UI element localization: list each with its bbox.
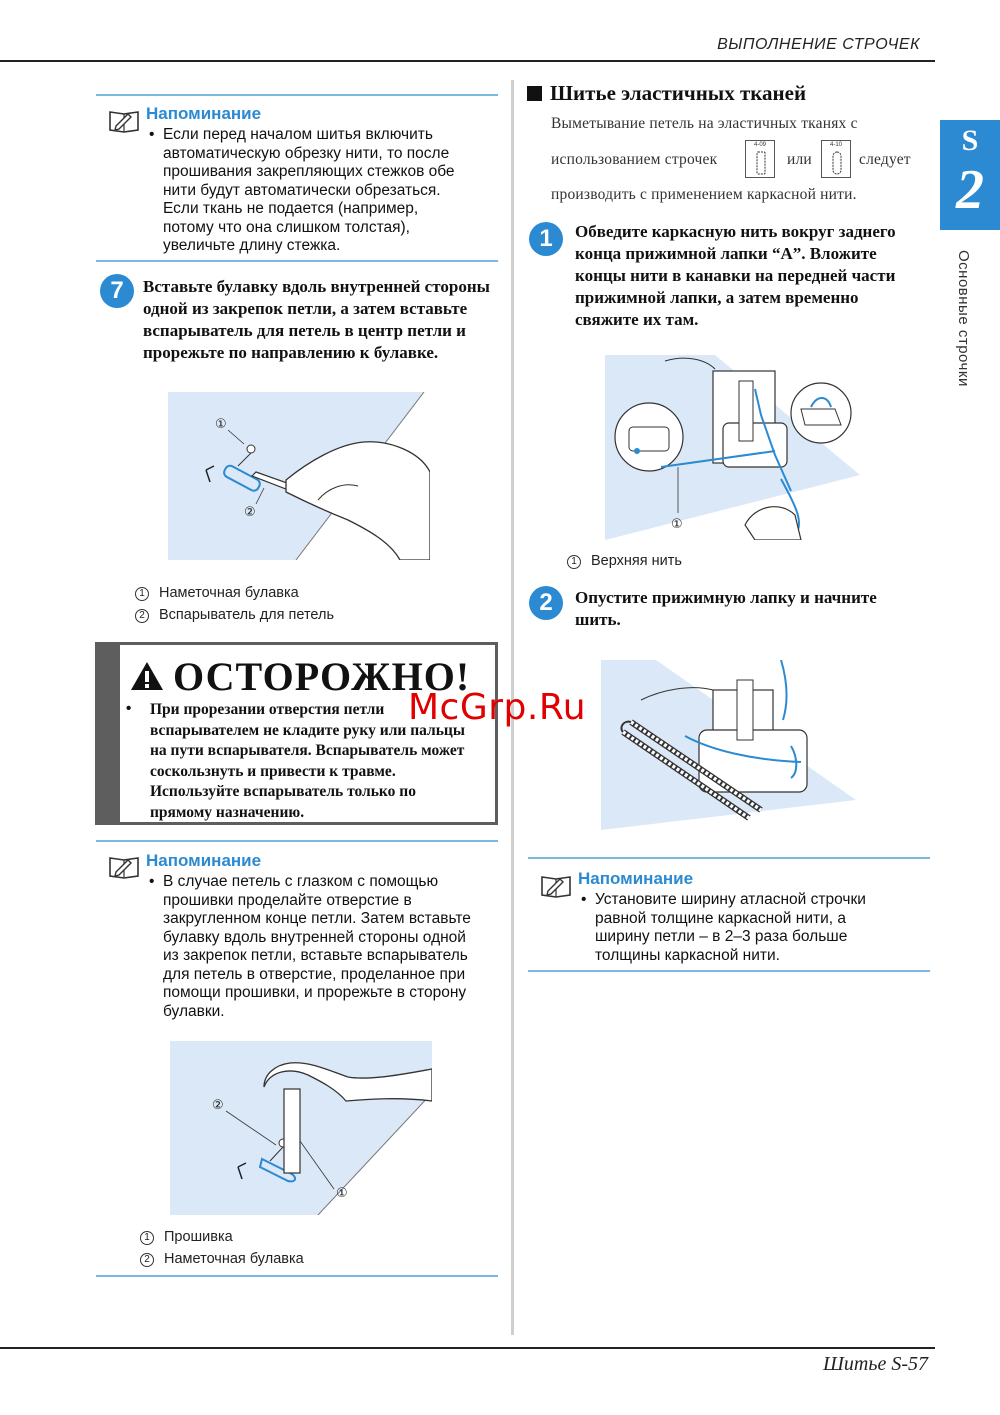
stitch-4-10-icon <box>821 140 851 178</box>
step-1-badge: 1 <box>529 222 563 256</box>
memo-book-icon <box>540 873 572 899</box>
caption-number: 1 <box>135 587 149 601</box>
caution-line: прямому назначению. <box>150 803 305 821</box>
intro-line-3: производить с применением каркасной нити. <box>551 186 857 203</box>
memo-line: нити будут автоматически обрезаться. <box>163 181 441 199</box>
bullet: • <box>149 126 155 143</box>
running-header: ВЫПОЛНЕНИЕ СТРОЧЕК <box>717 36 920 53</box>
figure-caption <box>135 607 334 623</box>
header-rule <box>0 60 935 62</box>
caption-text: Верхняя нить <box>591 553 682 569</box>
step-2-badge: 2 <box>529 586 563 620</box>
memo-line: прошивки проделайте отверстие в <box>163 891 412 909</box>
memo-line: Установите ширину атласной строчки <box>595 891 866 908</box>
step-line: вспарыватель для петель в центр петли и <box>143 321 466 340</box>
eyelet-punch-illustration <box>170 1041 432 1215</box>
callout-2: ② <box>244 505 256 520</box>
caption-number: 2 <box>135 609 149 623</box>
memo-line: закругленном конце петли. Затем вставьте <box>163 910 471 927</box>
step-line: прижимной лапки, а затем временно <box>575 288 859 307</box>
caption-number: 1 <box>140 1231 154 1245</box>
step-line: Вставьте булавку вдоль внутренней стороны <box>143 277 490 296</box>
memo-line: Если ткань не подается (например, <box>163 200 419 217</box>
presser-foot-gimp-illustration <box>605 355 860 540</box>
chapter-tab <box>940 120 1000 230</box>
caution-line: Используйте вспарыватель только по <box>150 783 416 800</box>
memo-line: ширину петли – в 2–3 раза больше <box>595 928 848 945</box>
caption-text: Наметочная булавка <box>159 585 299 601</box>
buttonhole-stitch-icon <box>831 151 843 175</box>
caption-number: 1 <box>567 555 581 569</box>
memo-line: Если перед началом шитья включить <box>163 126 433 143</box>
step-7-badge: 7 <box>100 274 134 308</box>
memo-line: увеличьте длину стежка. <box>163 237 341 254</box>
memo-line: толщины каркасной нити. <box>595 946 780 964</box>
stitch-4-09-icon <box>745 140 775 178</box>
intro-line-2c: следует <box>859 151 911 168</box>
caption-text: Вспарыватель для петель <box>159 607 335 623</box>
figure-caption <box>140 1229 233 1245</box>
memo-text <box>149 126 493 256</box>
caution-line: вспарывателем не кладите руку или пальцы <box>150 721 465 739</box>
memo-title: Напоминание <box>578 869 694 888</box>
memo-line: для петель в отверстие, проделанное при <box>163 965 466 983</box>
page-footer: Шитье S-57 <box>823 1353 928 1375</box>
callout-2: ② <box>212 1098 224 1113</box>
chapter-label: Основные строчки <box>955 250 972 387</box>
memo-book-icon <box>108 108 140 134</box>
bullet: • <box>149 873 155 890</box>
step-line: Опустите прижимную лапку и начните <box>575 588 877 607</box>
watermark-text: McGrp.Ru <box>408 687 587 728</box>
callout-1: ① <box>671 517 683 532</box>
intro-line-2a: использованием строчек <box>551 151 718 168</box>
memo-line: потому что она слишком толстая), <box>163 218 410 236</box>
callout-1: ① <box>215 417 227 432</box>
memo-bottom-rule <box>96 1275 498 1277</box>
memo-line: булавки. <box>163 1002 225 1020</box>
section-heading <box>527 81 806 106</box>
stitch-code: 4-09 <box>753 142 766 148</box>
step-line: прорежьте по направлению к булавке. <box>143 343 439 362</box>
step-7-instruction <box>143 276 503 364</box>
memo-title: Напоминание <box>146 851 262 870</box>
figure-caption <box>567 553 682 569</box>
caption-text: Прошивка <box>164 1229 233 1245</box>
memo-note-3 <box>528 857 930 972</box>
caution-line: соскользнуть и привести к травме. <box>150 762 396 780</box>
warning-triangle-icon <box>130 661 164 691</box>
step-line: Обведите каркасную нить вокруг заднего <box>575 222 896 241</box>
memo-note-1 <box>96 94 498 262</box>
step-line: конца прижимной лапки “A”. Вложите <box>575 244 877 263</box>
chapter-letter: S <box>961 124 979 157</box>
intro-line-2b: или <box>787 151 812 168</box>
memo-text <box>581 891 925 965</box>
step-2-instruction <box>575 587 935 631</box>
heading-square-icon <box>527 86 542 101</box>
memo-book-icon <box>108 854 140 880</box>
step-line: концы нити в канавки на передней части <box>575 266 896 285</box>
footer-rule <box>0 1347 935 1349</box>
memo-line: В случае петель с глазком с помощью <box>163 873 439 890</box>
sewing-gimp-buttonhole-illustration <box>601 660 856 830</box>
memo-line: прошивания закрепляющих стежков обе <box>163 163 455 180</box>
caution-strip <box>98 645 120 822</box>
memo-title: Напоминание <box>146 104 262 123</box>
seam-ripper-illustration <box>168 392 430 560</box>
memo-line: автоматическую обрезку нити, то после <box>163 144 450 162</box>
callout-1: ① <box>336 1186 348 1201</box>
memo-line: из закрепок петли, вставьте вспарыватель <box>163 947 468 964</box>
caution-line: на пути вспарывателя. Вспарыватель может <box>150 742 465 759</box>
memo-text <box>149 873 493 1021</box>
figure-caption <box>135 585 299 601</box>
step-line: свяжите их там. <box>575 310 699 329</box>
step-1-instruction <box>575 221 935 331</box>
stitch-code: 4-10 <box>829 142 842 148</box>
caution-box <box>95 642 498 825</box>
caption-text: Наметочная булавка <box>164 1251 304 1267</box>
bullet: • <box>581 891 587 908</box>
memo-line: помощи прошивки, и прорежьте в сторону <box>163 984 467 1001</box>
bullet: • <box>126 700 132 717</box>
intro-line-1: Выметывание петель на эластичных тканях с <box>551 115 858 132</box>
section-title: Шитье эластичных тканей <box>550 81 807 105</box>
caution-line: При прорезании отверстия петли <box>150 701 385 718</box>
caption-number: 2 <box>140 1253 154 1267</box>
memo-line: булавку вдоль внутренней стороны одной <box>163 928 466 946</box>
step-line: шить. <box>575 610 621 629</box>
step-line: одной из закрепок петли, а затем вставьте <box>143 299 468 318</box>
buttonhole-stitch-icon <box>755 151 767 175</box>
caution-title: ОСТОРОЖНО! <box>173 654 471 699</box>
figure-caption <box>140 1251 304 1267</box>
memo-line: равной толщине каркасной нити, а <box>595 909 846 927</box>
chapter-number: 2 <box>956 159 984 221</box>
